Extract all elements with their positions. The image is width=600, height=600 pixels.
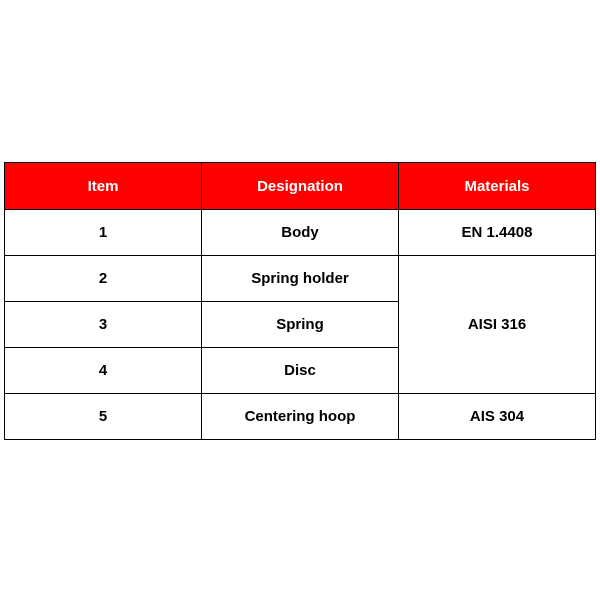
materials-table bbox=[4, 162, 596, 440]
item-cell: 1 bbox=[5, 210, 202, 256]
item-cell: 4 bbox=[5, 348, 202, 394]
header-designation: Designation bbox=[202, 163, 399, 210]
table-row bbox=[5, 394, 596, 440]
designation-cell: Spring bbox=[202, 302, 399, 348]
material-cell: EN 1.4408 bbox=[399, 210, 596, 256]
table-row bbox=[5, 210, 596, 256]
designation-cell: Spring holder bbox=[202, 256, 399, 302]
item-cell: 2 bbox=[5, 256, 202, 302]
header-materials: Materials bbox=[399, 163, 596, 210]
designation-cell: Centering hoop bbox=[202, 394, 399, 440]
item-cell: 3 bbox=[5, 302, 202, 348]
table-row bbox=[5, 256, 596, 302]
item-cell: 5 bbox=[5, 394, 202, 440]
designation-cell: Body bbox=[202, 210, 399, 256]
table-header-row bbox=[5, 163, 596, 210]
material-cell-merged: AISI 316 bbox=[399, 256, 596, 394]
designation-cell: Disc bbox=[202, 348, 399, 394]
material-cell: AIS 304 bbox=[399, 394, 596, 440]
header-item: Item bbox=[5, 163, 202, 210]
